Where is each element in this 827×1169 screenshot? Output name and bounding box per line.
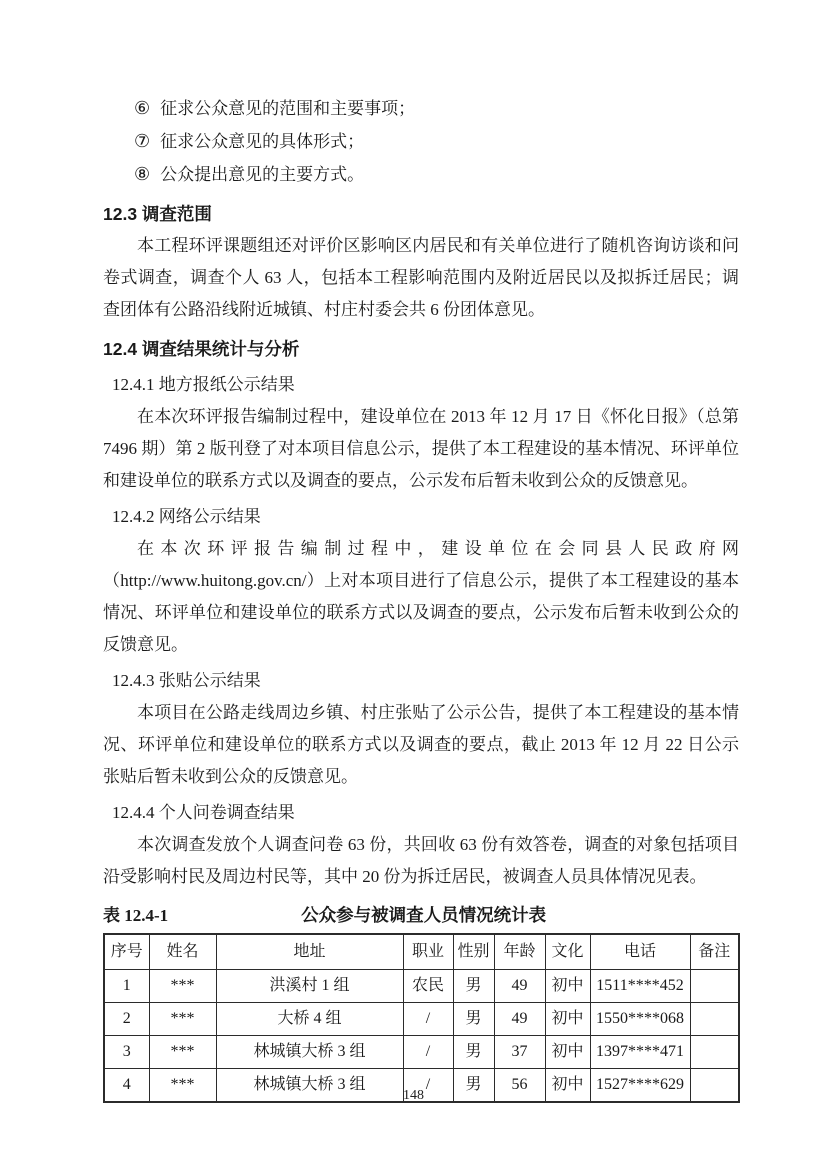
table-cell: 初中 [545, 1068, 590, 1102]
table-cell: 2 [104, 1002, 149, 1035]
circled-eight-marker: ⑧ [134, 164, 151, 184]
col-header-gender: 性别 [453, 934, 494, 969]
table-cell: 初中 [545, 969, 590, 1002]
table-cell: 洪溪村 1 组 [216, 969, 403, 1002]
circled-six-marker: ⑥ [134, 98, 151, 118]
table-cell: 林城镇大桥 3 组 [216, 1035, 403, 1068]
paragraph-12-4-3: 本项目在公路走线周边乡镇、村庄张贴了公示公告，提供了本工程建设的基本情况、环评单位和建设单位的联系方式以及调查的要点，截止 2013 年 12 月 22 日公示张贴后暂未收到公众的反馈意见。 [103, 703, 739, 786]
table-cell: / [403, 1035, 453, 1068]
table-cell [690, 1002, 739, 1035]
table-row [104, 969, 739, 1002]
table-cell: / [403, 1068, 453, 1102]
table-cell: 男 [453, 1035, 494, 1068]
table-cell: 1511****452 [590, 969, 690, 1002]
table-cell: 49 [494, 1002, 545, 1035]
table-row [104, 1002, 739, 1035]
table-title: 公众参与被调查人员情况统计表 [301, 905, 547, 925]
subsection-heading-12-4-2: 12.4.2 网络公示结果 [112, 507, 261, 526]
table-cell [690, 969, 739, 1002]
paragraph-12-4-1: 在本次环评报告编制过程中，建设单位在 2013 年 12 月 17 日《怀化日报》（总第 7496 期）第 2 版刊登了对本项目信息公示，提供了本工程建设的基本情况、环评单位和建设单位的联系方式以及调查的要点，公示发布后暂未收到公众的反馈意见。 [103, 407, 739, 490]
table-cell: *** [149, 1002, 216, 1035]
table-header-row [104, 934, 739, 969]
table-cell: 林城镇大桥 3 组 [216, 1068, 403, 1102]
table-cell: 男 [453, 1002, 494, 1035]
numbered-list [134, 92, 739, 191]
list-item-text: 公众提出意见的主要方式。 [160, 165, 365, 184]
table-cell: 农民 [403, 969, 453, 1002]
subsection-heading-12-4-4: 12.4.4 个人问卷调查结果 [112, 803, 295, 822]
table-cell: 4 [104, 1068, 149, 1102]
circled-seven-marker: ⑦ [134, 131, 151, 151]
table-cell: 大桥 4 组 [216, 1002, 403, 1035]
table-cell: 49 [494, 969, 545, 1002]
table-cell: *** [149, 1068, 216, 1102]
table-cell: 初中 [545, 1002, 590, 1035]
table-label: 表 12.4-1 [103, 906, 169, 925]
col-header-occupation: 职业 [403, 934, 453, 969]
col-header-education: 文化 [545, 934, 590, 969]
table-cell: 37 [494, 1035, 545, 1068]
col-header-remark: 备注 [690, 934, 739, 969]
subsection-heading-12-4-3: 12.4.3 张贴公示结果 [112, 671, 261, 690]
table-cell: *** [149, 969, 216, 1002]
table-cell: 初中 [545, 1035, 590, 1068]
table-cell: 56 [494, 1068, 545, 1102]
col-header-age: 年龄 [494, 934, 545, 969]
table-cell: 3 [104, 1035, 149, 1068]
table-cell: 1397****471 [590, 1035, 690, 1068]
table-cell: 1550****068 [590, 1002, 690, 1035]
list-item-7 [134, 125, 739, 158]
table-cell: *** [149, 1035, 216, 1068]
col-header-name: 姓名 [149, 934, 216, 969]
col-header-phone: 电话 [590, 934, 690, 969]
subsection-heading-12-4-1: 12.4.1 地方报纸公示结果 [112, 375, 295, 394]
table-caption [103, 900, 739, 931]
table-cell: 男 [453, 1068, 494, 1102]
section-heading-12-3: 12.3 调查范围 [103, 204, 212, 224]
page-number: 148 [403, 1088, 424, 1103]
section-heading-12-4: 12.4 调查结果统计与分析 [103, 339, 300, 359]
list-item-6 [134, 92, 739, 125]
col-header-seq: 序号 [104, 934, 149, 969]
paragraph-12-4-4: 本次调查发放个人调查问卷 63 份，共回收 63 份有效答卷，调查的对象包括项目沿受影响村民及周边村民等，其中 20 份为拆迁居民，被调查人员具体情况见表。 [103, 835, 739, 886]
paragraph-12-4-2: 在本次环评报告编制过程中，建设单位在会同县人民政府网（http://www.huitong.gov.cn/）上对本项目进行了信息公示，提供了本工程建设的基本情况、环评单位和建设单位的联系方式以及调查的要点，公示发布后暂未收到公众的反馈意见。 [103, 539, 739, 654]
table-cell [690, 1035, 739, 1068]
list-item-text: 征求公众意见的具体形式； [160, 132, 365, 151]
table-cell: 男 [453, 969, 494, 1002]
survey-statistics-table [103, 933, 740, 1103]
paragraph-12-3: 本工程环评课题组还对评价区影响区内居民和有关单位进行了随机咨询访谈和问卷式调查，调查个人 63 人，包括本工程影响范围内及附近居民以及拟拆迁居民；调查团体有公路沿线附近城镇、村庄村委会共 6 份团体意见。 [103, 236, 739, 319]
col-header-address: 地址 [216, 934, 403, 969]
table-cell: / [403, 1002, 453, 1035]
table-row [104, 1035, 739, 1068]
table-cell: 1527****629 [590, 1068, 690, 1102]
list-item-text: 征求公众意见的范围和主要事项； [160, 99, 416, 118]
table-cell: 1 [104, 969, 149, 1002]
list-item-8 [134, 158, 739, 191]
